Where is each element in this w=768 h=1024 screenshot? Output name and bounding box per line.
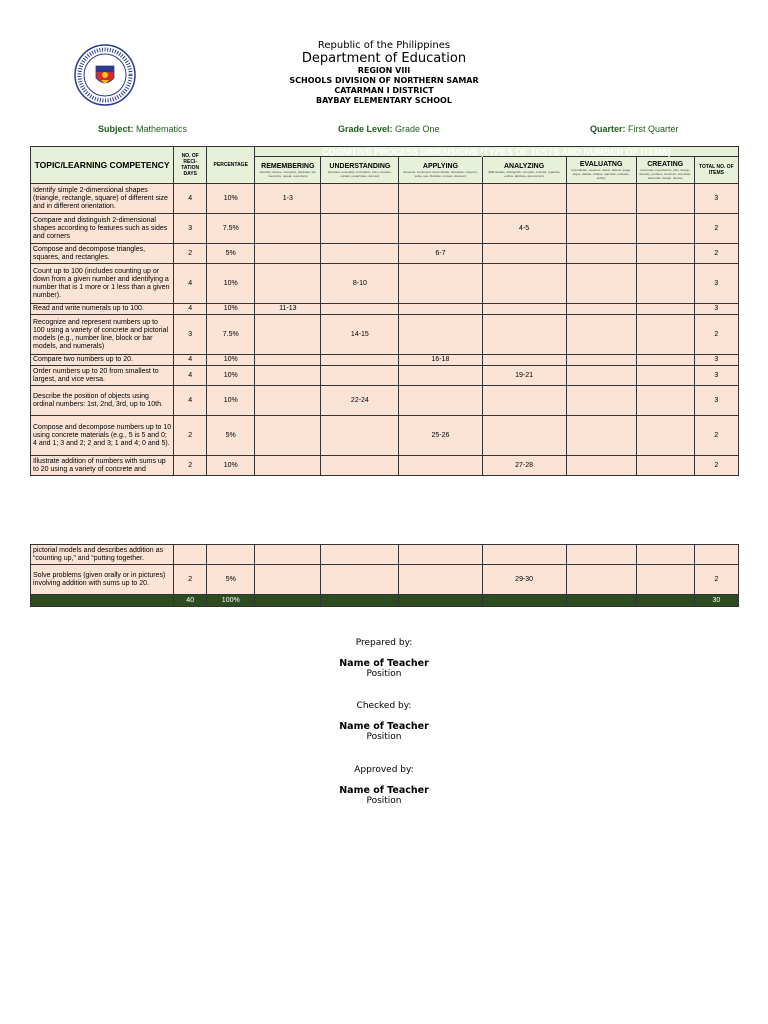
cell-total: 2 — [694, 416, 738, 456]
cell-rem — [255, 545, 321, 565]
cell-days: 2 — [174, 456, 207, 476]
cell-days: 3 — [174, 315, 207, 355]
signature-name: Name of Teacher — [339, 785, 429, 796]
cell-eva — [566, 456, 636, 476]
cell-rem — [255, 355, 321, 366]
cell-app — [399, 366, 482, 386]
cell-eva — [566, 565, 636, 595]
cell-days: 4 — [174, 355, 207, 366]
cell-pct: 10% — [207, 355, 255, 366]
total-items: 30 — [694, 595, 738, 607]
table-of-specifications — [30, 146, 739, 476]
cell-cre — [636, 386, 694, 416]
cell-rem — [255, 565, 321, 595]
cell-cre — [636, 184, 694, 214]
cell-und — [321, 565, 399, 595]
cell-und — [321, 456, 399, 476]
signature-label: Prepared by: — [355, 638, 413, 648]
cell-days: 3 — [174, 214, 207, 244]
cell-pct — [207, 545, 255, 565]
district-line: CATARMAN I DISTRICT — [334, 86, 434, 95]
cell-app — [399, 214, 482, 244]
cell-cre — [636, 565, 694, 595]
cell-ana — [482, 355, 566, 366]
signature-block-approved — [0, 765, 768, 806]
cell-total — [694, 545, 738, 565]
cell-pct: 10% — [207, 456, 255, 476]
cell-ana: 19-21 — [482, 366, 566, 386]
cell-cre — [636, 456, 694, 476]
competency-cell: Identify simple 2-dimensional shapes (triangle, rectangle, square) of different size and in different orientation. — [31, 184, 174, 214]
cell-und — [321, 214, 399, 244]
cell-und — [321, 355, 399, 366]
cell-days: 2 — [174, 416, 207, 456]
cell-ana — [482, 304, 566, 315]
table-row — [31, 244, 739, 264]
dimension-verbs: (Differentiate, distinguish, compare, contrast, organize, outline, attribute, deconstruct) — [487, 169, 561, 178]
cell-cre — [636, 315, 694, 355]
cell-und — [321, 366, 399, 386]
column-header-dimension — [482, 157, 566, 184]
republic-line: Republic of the Philippines — [317, 40, 451, 51]
column-header-dimension — [566, 157, 636, 184]
cell-cre — [636, 244, 694, 264]
cell-eva — [566, 545, 636, 565]
cell-und — [321, 416, 399, 456]
cell-total: 3 — [694, 264, 738, 304]
dimension-name: ANALYZING — [503, 162, 545, 170]
table-row — [31, 386, 739, 416]
cell-app — [399, 386, 482, 416]
cell-und: 8-10 — [321, 264, 399, 304]
cell-eva — [566, 304, 636, 315]
cell-app: 6-7 — [399, 244, 482, 264]
cell-und — [321, 304, 399, 315]
cell-app — [399, 184, 482, 214]
cell-eva — [566, 214, 636, 244]
cell-rem — [255, 244, 321, 264]
cell-eva — [566, 184, 636, 214]
signature-label: Approved by: — [354, 765, 414, 775]
dimension-verbs: (Execute, implement, demonstrate, dramatize, interpret, solve, use, illustrate, convert, discover) — [403, 169, 478, 178]
cell-days — [174, 545, 207, 565]
signature-name: Name of Teacher — [339, 721, 429, 732]
cell-rem: 11-13 — [255, 304, 321, 315]
cell-days: 2 — [174, 565, 207, 595]
competency-cell: Compare and distinguish 2-dimensional shapes according to features such as sides and corners — [31, 214, 174, 244]
dimension-verbs: (Generate, hypothesize, plan, design, develop, produce, construct, formulate, assemble, design, devise) — [639, 167, 692, 180]
cell-eva — [566, 355, 636, 366]
cell-app: 16-18 — [399, 355, 482, 366]
document-header — [0, 40, 768, 106]
cell-pct: 10% — [207, 264, 255, 304]
dimension-verbs: (interpret, exemplify, summarize, infer, compare, explain, paraphrase, discuss) — [327, 169, 392, 178]
region-line: REGION VIII — [357, 66, 411, 75]
cell-app — [399, 545, 482, 565]
table-row — [31, 315, 739, 355]
cell-und — [321, 184, 399, 214]
table-row — [31, 184, 739, 214]
cell-und — [321, 545, 399, 565]
dimension-verbs: (Identify, retrieve, recognize, duplicate, list, memorize, repeat, reproduce) — [259, 169, 317, 178]
cell-rem — [255, 315, 321, 355]
totals-row — [31, 595, 739, 607]
cell-ana — [482, 315, 566, 355]
competency-cell: Count up to 100 (includes counting up or down from a given number and identifying a number that is 1 more or 1 less than a given number). — [31, 264, 174, 304]
cell-days: 4 — [174, 184, 207, 214]
cell-cre — [636, 366, 694, 386]
column-header-dimension — [255, 157, 321, 184]
cell-rem — [255, 214, 321, 244]
cell-pct: 10% — [207, 386, 255, 416]
column-header-total: TOTAL NO. OF ITEMS — [694, 157, 738, 184]
competency-cell: Compare two numbers up to 20. — [31, 355, 174, 366]
dimension-name: APPLYING — [422, 162, 459, 170]
table-row — [31, 565, 739, 595]
table-row — [31, 264, 739, 304]
signature-block-prepared — [0, 638, 768, 679]
cell-eva — [566, 416, 636, 456]
competency-cell: Compose and decompose numbers up to 10 using concrete materials (e.g., 5 is 5 and 0; 4 and 1; 3 and 2; 2 and 3; 1 and 4; 0 and 5). — [31, 416, 174, 456]
cell-cre — [636, 264, 694, 304]
competency-cell: Illustrate addition of numbers with sums up to 20 using a variety of concrete and — [31, 456, 174, 476]
cell-eva — [566, 386, 636, 416]
cell-eva — [566, 244, 636, 264]
competency-cell: Compose and decompose triangles, squares, and rectangles. — [31, 244, 174, 264]
cell-ana — [482, 386, 566, 416]
signature-block-checked — [0, 701, 768, 742]
totals-label-cell — [31, 595, 174, 607]
cell-cre — [636, 304, 694, 315]
cell-ana — [482, 244, 566, 264]
cell-eva — [566, 264, 636, 304]
cell-pct: 5% — [207, 565, 255, 595]
signature-name: Name of Teacher — [339, 658, 429, 669]
cell-ana — [482, 545, 566, 565]
cell-cre — [636, 416, 694, 456]
cell-app — [399, 304, 482, 315]
table-row — [31, 456, 739, 476]
dimension-name: UNDERSTANDING — [329, 162, 391, 170]
cell-rem — [255, 386, 321, 416]
cell-total: 3 — [694, 386, 738, 416]
column-header-days: NO. OF RECI-TATION DAYS — [174, 147, 207, 184]
signature-position: Position — [366, 732, 402, 742]
school-line: BAYBAY ELEMENTARY SCHOOL — [316, 96, 452, 105]
cell-total: 2 — [694, 244, 738, 264]
dimension-name: REMEMBERING — [261, 162, 315, 170]
department-line: Department of Education — [301, 51, 467, 66]
table-row — [31, 355, 739, 366]
cell-cre — [636, 355, 694, 366]
dimension-name: CREATING — [647, 160, 684, 168]
cell-total: 3 — [694, 355, 738, 366]
cell-pct: 7.5% — [207, 214, 255, 244]
dimension-verbs: (Coordinate, measure, detect, defend, judge, argue, debate, critique, appraise, evaluate, justify) — [571, 167, 631, 180]
cell-app — [399, 456, 482, 476]
quarter-field: Quarter: First Quarter — [590, 124, 679, 134]
cell-und: 22-24 — [321, 386, 399, 416]
total-days: 40 — [174, 595, 207, 607]
column-header-dimension — [636, 157, 694, 184]
table-row — [31, 304, 739, 315]
cell-rem — [255, 456, 321, 476]
cell-days: 4 — [174, 304, 207, 315]
total-percentage: 100% — [207, 595, 255, 607]
dimension-name: EVALUATNG — [579, 160, 623, 168]
cell-pct: 10% — [207, 304, 255, 315]
cell-total: 2 — [694, 565, 738, 595]
cell-cre — [636, 545, 694, 565]
table-of-specifications-continued — [30, 544, 739, 607]
cell-cre — [636, 214, 694, 244]
signature-label: Checked by: — [356, 701, 412, 711]
cell-eva — [566, 366, 636, 386]
cell-pct: 5% — [207, 416, 255, 456]
division-line: SCHOOLS DIVISION OF NORTHERN SAMAR — [289, 76, 479, 85]
cell-pct: 7.5% — [207, 315, 255, 355]
cell-ana: 29-30 — [482, 565, 566, 595]
cell-app — [399, 315, 482, 355]
subject-field: Subject: Mathematics — [98, 124, 188, 134]
column-header-dimension — [321, 157, 399, 184]
competency-cell: pictorial models and describes addition as “counting up,” and “putting together. — [31, 545, 174, 565]
cell-total: 2 — [694, 214, 738, 244]
table-row — [31, 545, 739, 565]
cell-app — [399, 264, 482, 304]
dimensions-header: COGNITIVE PROCESS DIMENSIONS (TYPES OF TESTS AND NUMBER OF ITEMS) — [255, 147, 739, 157]
competency-cell: Order numbers up to 20 from smallest to largest, and vice versa. — [31, 366, 174, 386]
table-row — [31, 214, 739, 244]
cell-days: 2 — [174, 244, 207, 264]
cell-total: 3 — [694, 184, 738, 214]
cell-rem — [255, 416, 321, 456]
cell-ana — [482, 264, 566, 304]
competency-cell: Read and write numerals up to 100. — [31, 304, 174, 315]
cell-total: 3 — [694, 366, 738, 386]
cell-rem — [255, 264, 321, 304]
cell-total: 2 — [694, 315, 738, 355]
column-header-dimension — [399, 157, 482, 184]
cell-pct: 10% — [207, 184, 255, 214]
competency-cell: Solve problems (given orally or in pictures) involving addition with sums up to 20. — [31, 565, 174, 595]
table-row — [31, 416, 739, 456]
cell-app — [399, 565, 482, 595]
cell-rem: 1-3 — [255, 184, 321, 214]
grade-level-field: Grade Level: Grade One — [338, 124, 440, 134]
signature-position: Position — [366, 669, 402, 679]
table-row — [31, 366, 739, 386]
cell-total: 2 — [694, 456, 738, 476]
cell-und: 14-15 — [321, 315, 399, 355]
cell-pct: 5% — [207, 244, 255, 264]
signature-position: Position — [366, 796, 402, 806]
cell-ana — [482, 416, 566, 456]
column-header-topic: TOPIC/LEARNING COMPETENCY — [31, 147, 174, 184]
cell-ana — [482, 184, 566, 214]
column-header-percentage: PERCENTAGE — [207, 147, 255, 184]
cell-days: 4 — [174, 386, 207, 416]
cell-app: 25-26 — [399, 416, 482, 456]
cell-ana: 4-5 — [482, 214, 566, 244]
cell-days: 4 — [174, 366, 207, 386]
cell-eva — [566, 315, 636, 355]
competency-cell: Recognize and represent numbers up to 100 using a variety of concrete and pictorial models (e.g., number line, block or bar models, and numerals) — [31, 315, 174, 355]
cell-rem — [255, 366, 321, 386]
cell-total: 3 — [694, 304, 738, 315]
cell-ana: 27-28 — [482, 456, 566, 476]
competency-cell: Describe the position of objects using ordinal numbers: 1st, 2nd, 3rd, up to 10th. — [31, 386, 174, 416]
cell-days: 4 — [174, 264, 207, 304]
cell-pct: 10% — [207, 366, 255, 386]
cell-und — [321, 244, 399, 264]
